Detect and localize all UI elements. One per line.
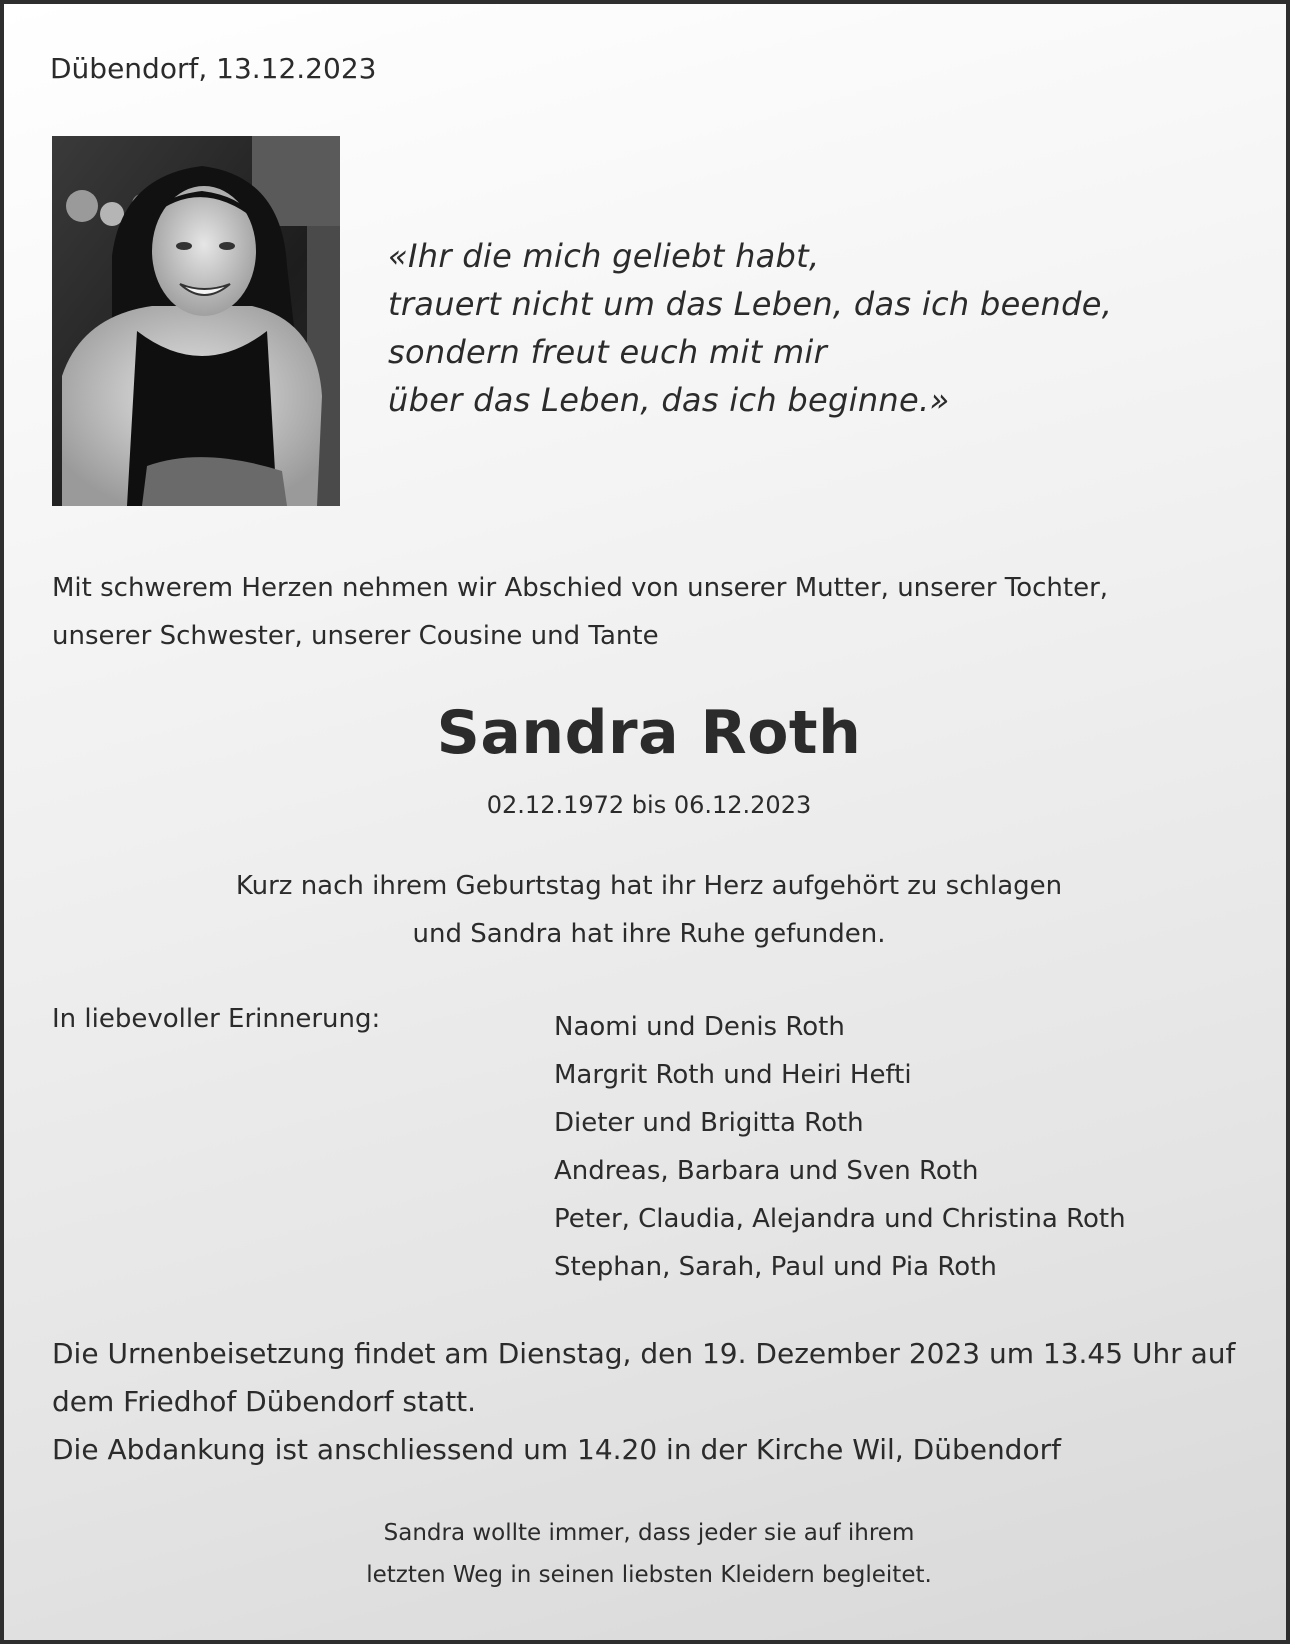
place-date: Dübendorf, 13.12.2023 xyxy=(50,52,377,85)
burial-line: Die Abdankung ist anschliessend um 14.20 in der Kirche Wil, Dübendorf xyxy=(52,1433,1061,1466)
portrait-photo xyxy=(52,136,340,506)
passage-line: und Sandra hat ihre Ruhe gefunden. xyxy=(412,919,886,949)
closing-note xyxy=(4,1512,1290,1596)
life-dates: 02.12.1972 bis 06.12.2023 xyxy=(486,791,812,819)
family-member: Andreas, Barbara und Sven Roth xyxy=(554,1156,979,1186)
family-member: Dieter und Brigitta Roth xyxy=(554,1108,864,1138)
intro-text xyxy=(52,564,1252,660)
closing-line: Sandra wollte immer, dass jeder sie auf ihrem xyxy=(383,1520,915,1546)
quote-line: über das Leben, das ich beginne.» xyxy=(388,381,950,419)
intro-line: unserer Schwester, unserer Cousine und Tante xyxy=(52,621,659,651)
burial-line: dem Friedhof Dübendorf statt. xyxy=(52,1385,476,1418)
passage-line: Kurz nach ihrem Geburtstag hat ihr Herz aufgehört zu schlagen xyxy=(235,871,1063,901)
quote-line: «Ihr die mich geliebt habt, xyxy=(388,237,820,275)
family-member: Naomi und Denis Roth xyxy=(554,1012,845,1042)
intro-line: Mit schwerem Herzen nehmen wir Abschied von unserer Mutter, unserer Tochter, xyxy=(52,573,1109,603)
quote-line: sondern freut euch mit mir xyxy=(388,333,828,371)
quote-line: trauert nicht um das Leben, das ich beende, xyxy=(388,285,1113,323)
burial-line: Die Urnenbeisetzung findet am Dienstag, den 19. Dezember 2023 um 13.45 Uhr auf xyxy=(52,1337,1236,1370)
passage-text xyxy=(4,862,1290,958)
family-member: Peter, Claudia, Alejandra und Christina Roth xyxy=(554,1204,1126,1234)
family-member: Margrit Roth und Heiri Hefti xyxy=(554,1060,912,1090)
family-member: Stephan, Sarah, Paul und Pia Roth xyxy=(554,1252,997,1282)
closing-line: letzten Weg in seinen liebsten Kleidern begleitet. xyxy=(366,1562,932,1588)
burial-info xyxy=(52,1330,1262,1474)
deceased-name: Sandra Roth xyxy=(436,698,862,768)
quote-block xyxy=(388,232,1112,424)
family-list xyxy=(554,1003,1126,1291)
memory-label: In liebevoller Erinnerung: xyxy=(52,1004,381,1034)
portrait-image xyxy=(52,136,340,506)
